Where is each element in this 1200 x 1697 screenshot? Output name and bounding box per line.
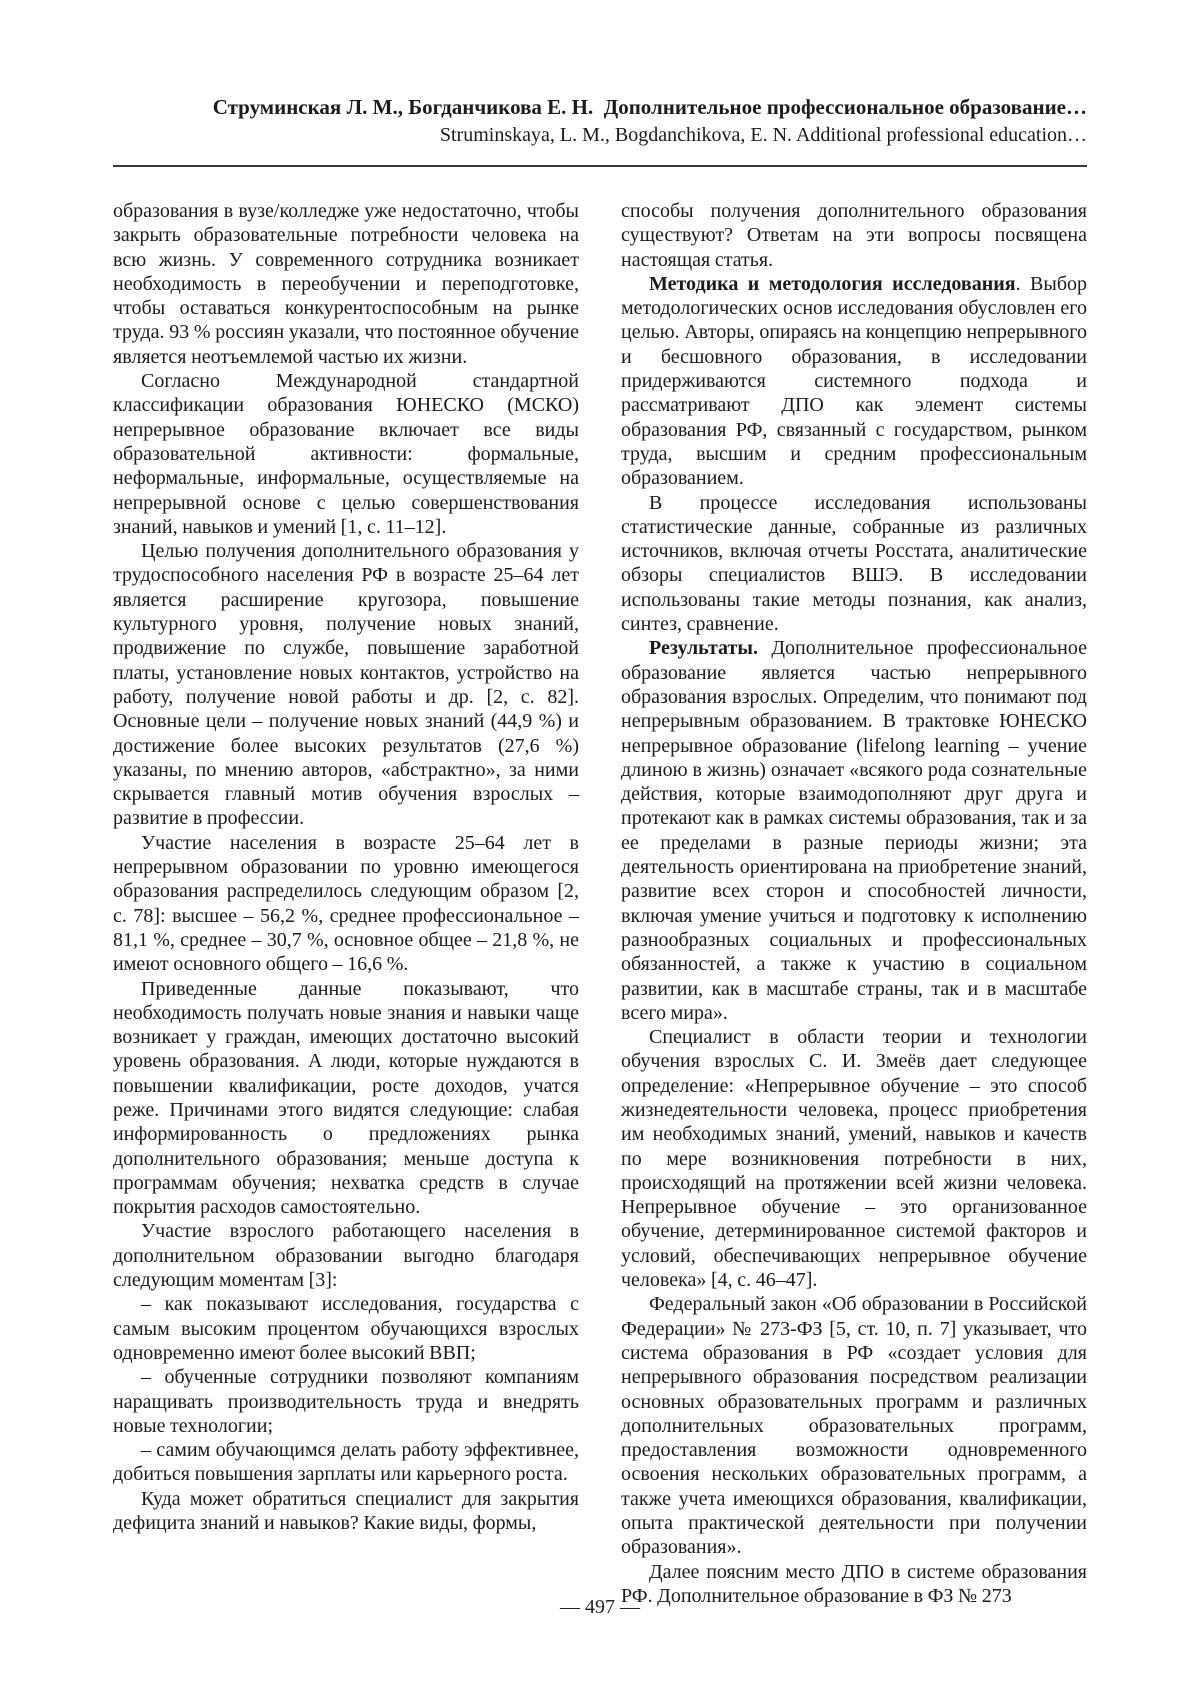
paragraph: – обученные сотрудники позволяют компаниям наращивать производительность труда и внедрять новые технологии; — [113, 1366, 579, 1437]
page-footer — [0, 1596, 1200, 1619]
paragraph: – самим обучающимся делать работу эффективнее, добиться повышения зарплаты или карьерного роста. — [113, 1439, 579, 1486]
running-header — [113, 94, 1087, 148]
paragraph: Методика и методология исследования. Выбор методологических основ исследования обусловлен его целью. Авторы, опираясь на концепцию непрерывного и бесшовного образования, в исследовании придерживаются системного подхода и рассматривают ДПО как элемент системы образования РФ, связанный с государством, рынком труда, высшим и средним профессиональным образованием. — [621, 272, 1087, 490]
left-column — [113, 199, 579, 1608]
paragraph: Участие взрослого работающего населения в дополнительном образовании выгодно благодаря следующим моментам [3]: — [113, 1220, 579, 1292]
paragraph: В процессе исследования использованы статистические данные, собранные из различных источников, включая отчеты Росстата, аналитические обзоры специалистов ВШЭ. В исследовании использованы такие методы познания, как анализ, синтез, сравнение. — [621, 491, 1087, 636]
right-column — [621, 199, 1087, 1608]
paragraph: Куда может обратиться специалист для закрытия дефицита знаний и навыков? Какие виды, формы, — [113, 1487, 579, 1535]
paragraph: – как показывают исследования, государства с самым высоким процентом обучающихся взрослых одновременно имеют более высокий ВВП; — [113, 1293, 579, 1364]
paragraph: Приведенные данные показывают, что необходимость получать новые знания и навыки чаще возникает у граждан, имеющих достаточно высокий уровень образования. А люди, которые нуждаются в повышении квалификации, росте доходов, учатся реже. Причинами этого видятся следующие: слабая информированность о предложениях рынка дополнительного образования; меньше доступа к программам обучения; нехватка средств в случае покрытия расходов самостоятельно. — [113, 977, 579, 1219]
paragraph: Федеральный закон «Об образовании в Российской Федерации» № 273-ФЗ [5, ст. 10, п. 7] указывает, что система образования в РФ «создает условия для непрерывного образования посредством реализации основных образовательных программ и различных дополнительных образовательных программ, предоставления возможности одновременного освоения нескольких образовательных программ, а также учета имеющихся образования, квалификации, опыта практической деятельности при получении образования». — [621, 1293, 1087, 1559]
page-number: — 497 — — [560, 1596, 640, 1618]
article-body — [113, 199, 1087, 1608]
paragraph: способы получения дополнительного образования существуют? Ответам на эти вопросы посвящена настоящая статья. — [621, 200, 1087, 271]
header-authors-ru: Струминская Л. М., Богданчикова Е. Н. Дополнительное профессиональное образование… — [212, 95, 1087, 119]
paragraph: Участие населения в возрасте 25–64 лет в непрерывном образовании по уровню имеющегося образования распределилось следующим образом [2, с. 78]: высшее – 56,2 %, среднее профессиональное – 81,1 %, среднее – 30,7 %, основное общее – 21,8 %, не имеют основного общего – 16,6 %. — [113, 831, 579, 976]
header-authors-en: Struminskaya, L. M., Bogdanchikova, E. N. Additional professional education… — [439, 124, 1087, 146]
header-rule — [113, 165, 1087, 167]
paragraph: Результаты. Дополнительное профессиональное образование является частью непрерывного образования взрослых. Определим, что понимают под непрерывным образованием. В трактовке ЮНЕСКО непрерывное образование (lifelong learning – учение длиною в жизнь) означает «всякого рода сознательные действия, которые взаимодополняют друг друга и протекают как в рамках системы образования, так и за ее пределами в разные периоды жизни; эта деятельность ориентирована на приобретение знаний, развитие всех сторон и способностей личности, включая умение учиться и подготовку к исполнению разнообразных социальных и профессиональных обязанностей, а также к участию в социальном развитии, как в масштабе страны, так и в масштабе всего мира». — [621, 637, 1087, 1024]
paragraph: образования в вузе/колледже уже недостаточно, чтобы закрыть образовательные потребности человека на всю жизнь. У современного сотрудника возникает необходимость в переобучении и переподготовке, чтобы оставаться конкурентоспособным на рынке труда. 93 % россиян указали, что постоянное обучение является неотъемлемой частью их жизни. — [113, 200, 579, 368]
paragraph: Согласно Международной стандартной классификации образования ЮНЕСКО (МСКО) непрерывное образование включает все виды образовательной активности: формальные, неформальные, информальные, осуществляемые на непрерывной основе с целью совершенствования знаний, навыков и умений [1, с. 11–12]. — [113, 370, 579, 538]
paragraph-bold-lead: Результаты. — [649, 637, 758, 660]
paragraph: Целью получения дополнительного образования у трудоспособного населения РФ в возрасте 25–64 лет является расширение кругозора, повышение культурного уровня, получение новых знаний, продвижение по службе, повышение заработной платы, установление новых контактов, устройство на работу, получение новой работы и др. [2, с. 82]. Основные цели – получение новых знаний (44,9 %) и достижение более высоких результатов (27,6 %) указаны, по мнению авторов, «абстрактно», за ними скрывается главный мотив обучения взрослых – развитие в профессии. — [113, 540, 579, 830]
paragraph: Специалист в области теории и технологии обучения взрослых С. И. Змеёв дает следующее определение: «Непрерывное обучение – это способ жизнедеятельности человека, процесс приобретения им необходимых знаний, умений, навыков и качеств по мере возникновения потребности в них, происходящий на протяжении всей жизни человека. Непрерывное обучение – это организованное обучение, детерминированное системой факторов и условий, обеспечивающих непрерывное обучение человека» [4, с. 46–47]. — [621, 1026, 1087, 1292]
paragraph: Далее поясним место ДПО в системе образования РФ. Дополнительное образование в ФЗ № 273 — [621, 1560, 1087, 1607]
paragraph-bold-lead: Методика и методология исследования — [649, 272, 1016, 295]
